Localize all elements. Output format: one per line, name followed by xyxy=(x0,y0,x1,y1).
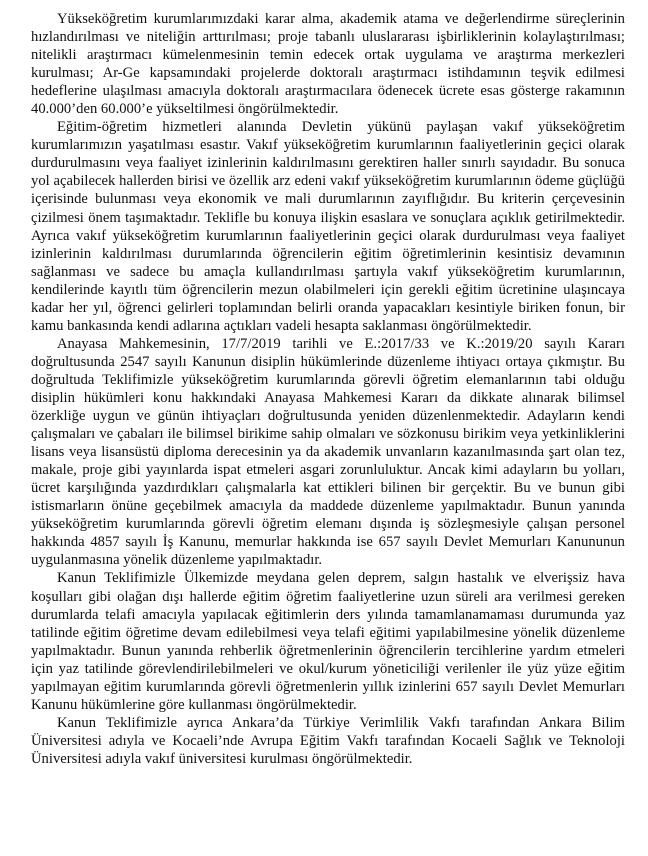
paragraph-new-universities: Kanun Teklifimizle ayrıca Ankara’da Türkiye Verimlilik Vakfı tarafından Ankara Bilim Üniversitesi adıyla ve Kocaeli’nde Avrupa Eğitim Vakfı tarafından Kocaeli Sağlık ve Teknoloji Üniversitesi adıyla vakıf üniversitesi kurulması öngörülmektedir. xyxy=(31,714,625,767)
paragraph-disciplinary-rules: Anayasa Mahkemesinin, 17/7/2019 tarihli ve E.:2017/33 ve K.:2019/20 sayılı Kararı doğrultusunda 2547 sayılı Kanunun disiplin hükümlerinde düzenleme ihtiyacı ortaya çıkmıştır. Bu doğrultuda Teklifimizle yükseköğretim kurumlarında görevli öğretim elemanlarının tabi olduğu disiplin hükümleri konu hakkındaki Anayasa Mahkemesi Kararı da dikkate alınarak bilimsel özerkliğe uygun ve günün ihtiyaçları doğrultusunda yeniden düzenlenmektedir. Adayların kendi çalışmaları ve çabaları ile bilimsel birikime sahip olmaları ve sözkonusu birikim veya yetkinliklerini lisans veya lisansüstü diploma derecesinin ya da akademik unvanların kazanılmasında şart olan tez, makale, proje gibi yayınlarda ispat etmeleri asgari zorunluluktur. Ancak kimi adayların bu yolları, ücret karşılığında yazdırdıkları çalışmalarla kat ettikleri bilinen bir gerçektir. Bu ve bunun gibi istismarların önüne geçebilmek amacıyla da maddede düzenleme yapılmaktadır. Bunun yanında yükseköğretim kurumlarında görevli öğretim elemanı dışında iş sözleşmesiyle çalışan personel hakkında 4857 sayılı İş Kanunu, memurlar hakkında ise 657 sayılı Devlet Memurları Kanununun uygulanmasına yönelik düzenleme yapılmaktadır. xyxy=(31,335,625,569)
document-body xyxy=(31,10,625,768)
paragraph-research-salary: Yükseköğretim kurumlarımızdaki karar alma, akademik atama ve değerlendirme süreçlerinin hızlandırılması ve niteliğin arttırılması; proje tabanlı uluslararası işbirliklerinin kolaylaştırılması; nitelikli araştırmacı kümelenmesinin temin edecek ortak uygulama ve araştırma merkezleri kurulması; Ar-Ge kapsamındaki projelerde doktoralı araştırmacı istihdamının teşvik edilmesi hedeflerine ulaşılması amacıyla doktoralı araştırmacılara ödenecek ücrete esas gösterge rakamının 40.000’den 60.000’e yükseltilmesi öngörülmektedir. xyxy=(31,11,625,118)
paragraph-make-up-education: Kanun Teklifimizle Ülkemizde meydana gelen deprem, salgın hastalık ve elverişsiz hava koşulları gibi olağan dışı hallerde eğitim öğretim faaliyetlerine uzun süreli ara verilmesi gereken durumlarda telafi amacıyla yapılacak eğitimlerin ders yılında tamamlanamaması durumunda yaz tatilinde eğitim öğretime devam edilebilmesi veya telafi eğitimi yapılabilmesine yönelik düzenleme yapılmaktadır. Bunun yanında rehberlik öğretmenlerinin öğrencilerin tercihlerine yardım etmeleri için yaz tatilinde görevlendirilebilmeleri ve okul/kurum yöneticiliği verilenler ile yüz yüze eğitim yapılmayan eğitim kurumlarında görevli öğretmenlerin yıllık izinlerini 657 sayılı Devlet Memurları Kanunu hükümlerine göre kullanması öngörülmektedir. xyxy=(31,570,625,713)
paragraph-foundation-universities: Eğitim-öğretim hizmetleri alanında Devletin yükünü paylaşan vakıf yükseköğretim kurumlarımızın yaşatılması esastır. Vakıf yükseköğretim kurumlarının faaliyetlerinin geçici olarak durdurulmasını veya faaliyet izinlerinin kaldırılmasını gerektiren haller sınırlı sayıdadır. Bu sonuca yol açabilecek hallerden birisi ve özellik arz edeni vakıf yükseköğretim kurumlarının ödeme güçlüğü içerisinde bulunması veya ekonomik ve mali durumlarının zayıflığıdır. Bu kriterin çerçevesinin çizilmesi önem taşımaktadır. Teklifle bu konuya ilişkin esaslara ve sonuçlara açıklık getirilmektedir. Ayrıca vakıf yükseköğretim kurumlarının faaliyetlerinin geçici olarak durdurulması veya faaliyet izinlerinin kaldırılması durumlarında öğrencilerin eğitim öğretimlerinin kesintisiz devamının sağlanması ve sadece bu amaçla kullandırılması şartıyla vakıf yükseköğretim kurumlarının, kendilerinde kayıtlı tüm öğrencilerin mezun olabilmeleri için gerekli eğitim ücretinine ulaşıncaya kadar her yıl, öğrenci gelirleri toplamından belirli oranda yapacakları kesintiyle biriken fonun, bir kamu bankasında kendi adlarına açtıkları vadeli hesapta saklanması öngörülmektedir. xyxy=(31,119,625,334)
